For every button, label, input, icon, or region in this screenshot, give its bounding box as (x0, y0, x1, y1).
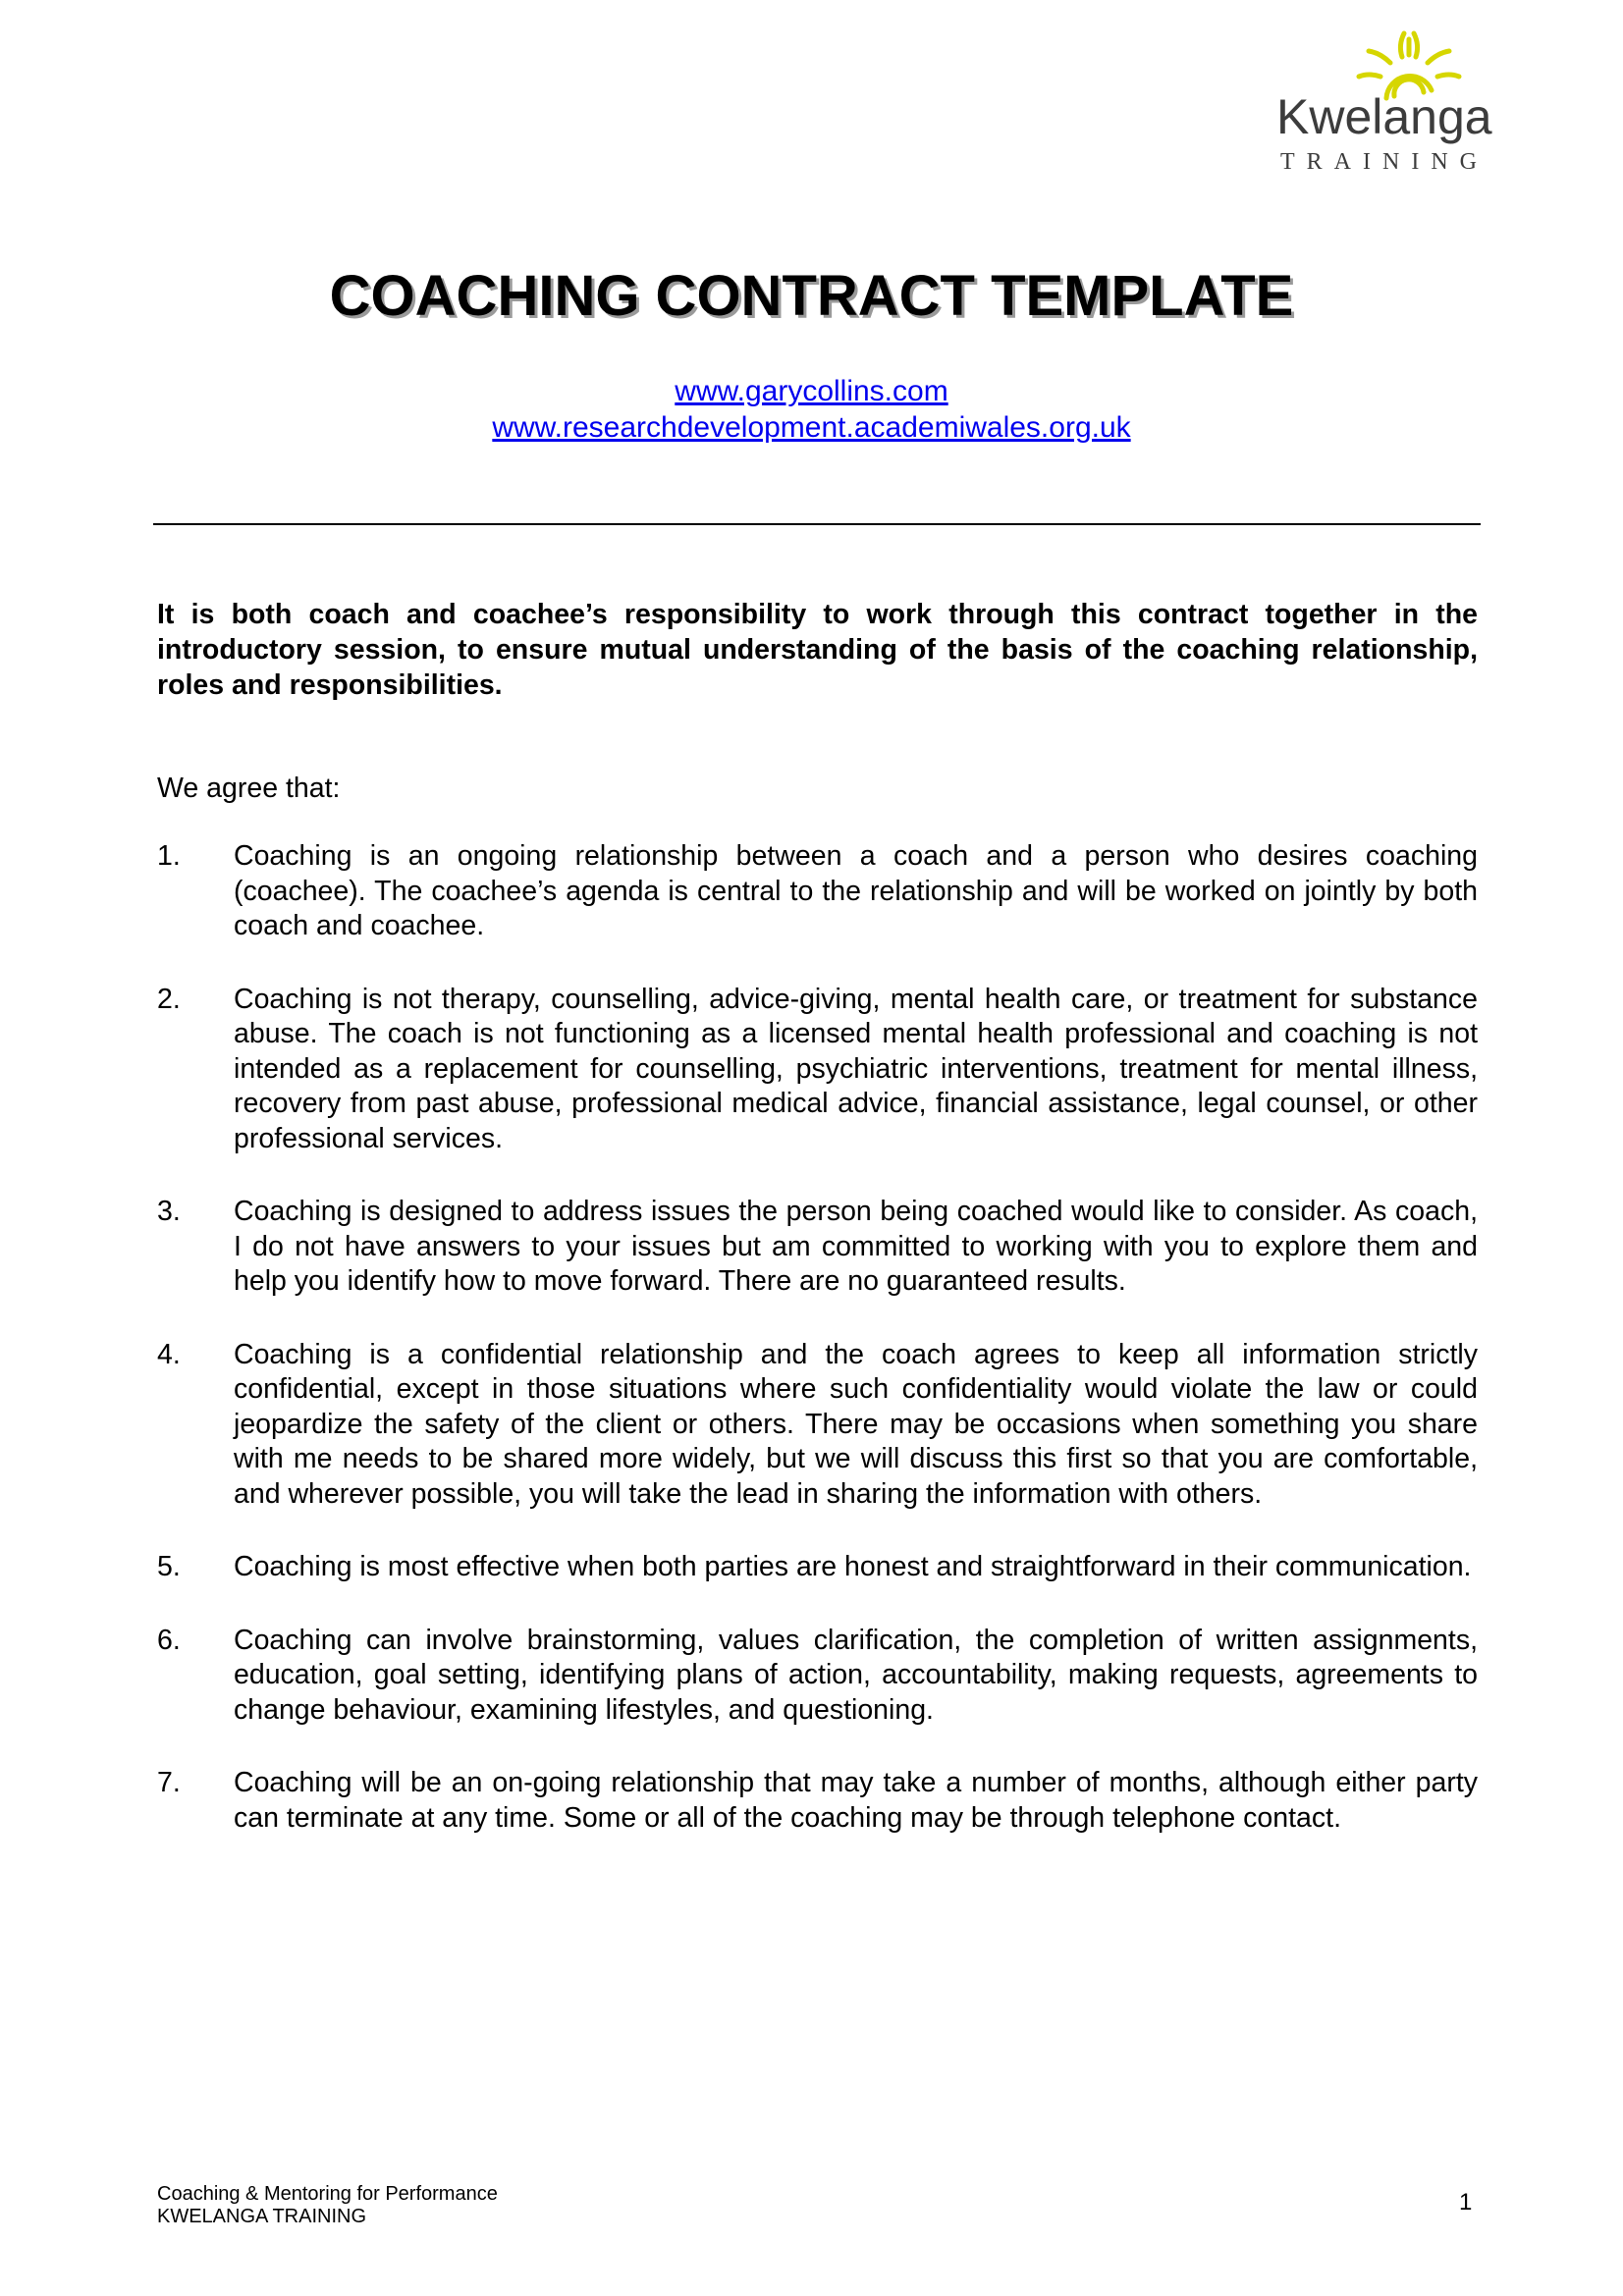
item-text: Coaching can involve brainstorming, values clarification, the completion of written assignments, education, goal setting, identifying plans of action, accountability, making requests, agreements to change behaviour, examining lifestyles, and questioning. (234, 1624, 1478, 1726)
item-text: Coaching is an ongoing relationship between a coach and a person who desires coaching (coachee). The coachee’s agenda is central to the relationship and will be worked on jointly by both coach and coachee. (234, 840, 1478, 941)
item-text: Coaching is a confidential relationship and the coach agrees to keep all information strictly confidential, except in those situations where such confidentiality would violate the law or could jeopardize the safety of the client or others. There may be occasions when something you share with me needs to be shared more widely, but we will discuss this first so that you are comfortable, and wherever possible, you will take the lead in sharing the information with others. (234, 1338, 1478, 1510)
logo-subtitle: TRAINING (1280, 149, 1488, 175)
reference-links (0, 373, 1623, 446)
link-garycollins[interactable]: www.garycollins.com (675, 375, 948, 407)
item-number: 6. (157, 1624, 181, 1656)
item-text: Coaching is designed to address issues the person being coached would like to consider. As coach, I do not have answers to your issues but am committed to working with you to explore them and help you identify how to move forward. There are no guaranteed results. (234, 1196, 1478, 1297)
agree-heading: We agree that: (157, 773, 341, 804)
item-number: 2. (157, 983, 181, 1015)
footer-line-1: Coaching & Mentoring for Performance (157, 2183, 498, 2205)
item-text: Coaching is most effective when both parties are honest and straightforward in their communication. (234, 1551, 1472, 1582)
horizontal-divider (153, 523, 1481, 525)
page-number: 1 (1459, 2189, 1473, 2216)
link-researchdevelopment[interactable]: www.researchdevelopment.academiwales.org.uk (492, 411, 1131, 444)
kwelanga-logo (1276, 27, 1500, 185)
intro-paragraph: It is both coach and coachee’s responsibility to work through this contract together in the introductory session, to ensure mutual understanding of the basis of the coaching relationship, roles and responsibilities. (157, 599, 1478, 701)
item-text: Coaching will be an on-going relationship that may take a number of months, although either party can terminate at any time. Some or all of the coaching may be through telephone contact. (234, 1767, 1478, 1834)
item-number: 4. (157, 1338, 181, 1370)
item-number: 3. (157, 1196, 181, 1227)
agreement-list (157, 839, 1478, 1874)
document-title: COACHING CONTRACT TEMPLATE (329, 264, 1294, 328)
logo-name: Kwelanga (1276, 89, 1492, 144)
item-number: 5. (157, 1551, 181, 1582)
list-item (157, 1195, 1478, 1300)
page-footer (157, 2183, 498, 2228)
item-number: 1. (157, 840, 181, 872)
list-item (157, 1550, 1478, 1585)
item-text: Coaching is not therapy, counselling, advice-giving, mental health care, or treatment for substance abuse. The coach is not functioning as a licensed mental health professional and coaching is not intended as a replacement for counselling, psychiatric interventions, treatment for mental illness, recovery from past abuse, professional medical advice, financial assistance, legal counsel, or other professional services. (234, 983, 1478, 1154)
list-item (157, 839, 1478, 944)
footer-line-2: KWELANGA TRAINING (157, 2206, 367, 2227)
list-item (157, 1624, 1478, 1729)
item-number: 7. (157, 1767, 181, 1798)
list-item (157, 1766, 1478, 1836)
list-item (157, 1338, 1478, 1513)
list-item (157, 983, 1478, 1157)
